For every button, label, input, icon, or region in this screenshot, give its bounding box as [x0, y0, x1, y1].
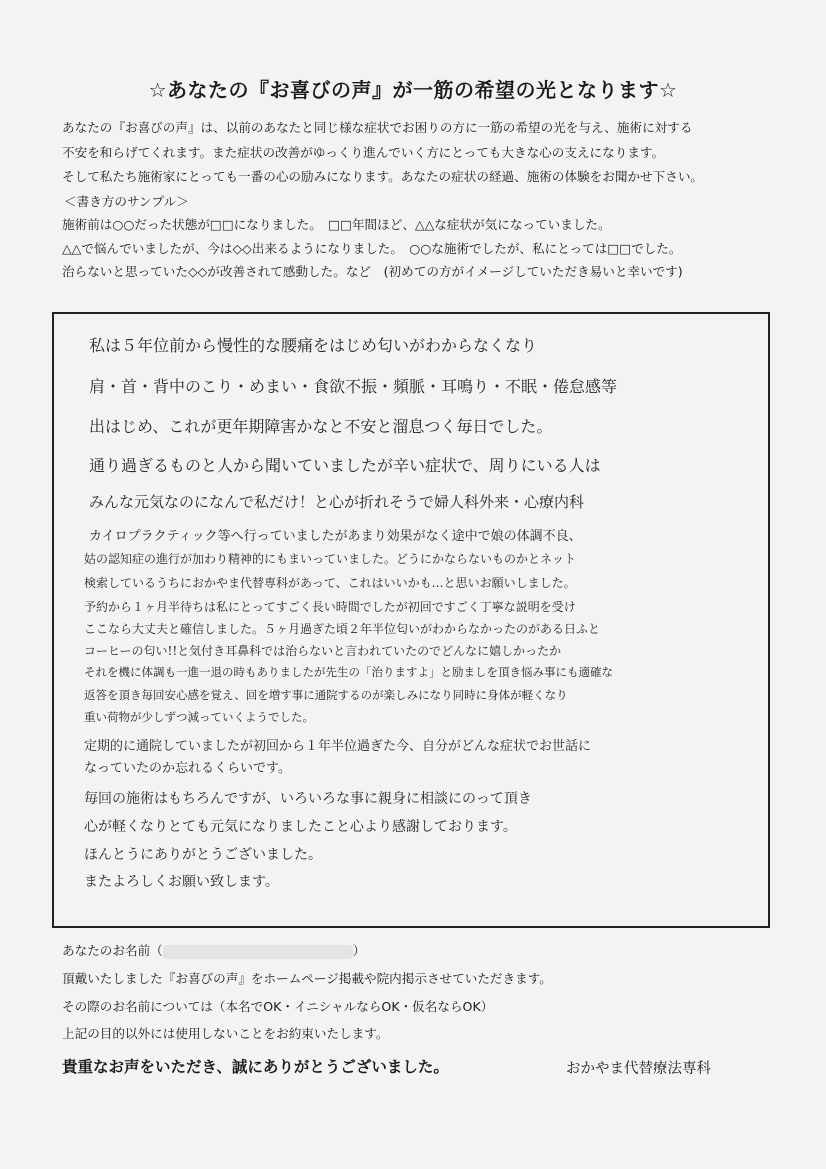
thanks-message: 貴重なお声をいただき、誠にありがとうございました。: [62, 1058, 449, 1076]
intro-section: [62, 116, 782, 284]
handwritten-line: 定期的に通院していましたが初回から１年半位過ぎた今、自分がどんな症状でお世話に: [84, 739, 592, 754]
clinic-name: おかやま代替療法専科: [566, 1061, 711, 1077]
handwritten-line: 毎回の施術はもちろんですが、いろいろな事に親身に相談にのって頂き: [84, 791, 532, 807]
intro-line: あなたの『お喜びの声』は、以前のあなたと同じ様な症状でお困りの方に一筋の希望の光を与え、施術に対する: [62, 120, 693, 135]
form-title: ☆あなたの『お喜びの声』が一筋の希望の光となります☆: [148, 78, 678, 102]
sample-line: △△で悩んでいましたが、今は◇◇出来るようになりました。 ○○な施術でしたが、私にとっては□□でした。: [62, 240, 682, 256]
name-line: [62, 940, 365, 959]
testimonial-box: [52, 312, 770, 928]
handwritten-line: カイロプラクティック等へ行っていましたがあまり効果がなく途中で娘の体調不良、: [89, 529, 582, 544]
handwritten-line: 返答を頂き毎回安心感を覚え、回を増す事に通院するのが楽しみになり同時に身体が軽くなり: [84, 688, 568, 702]
handwritten-line: 出はじめ、これが更年期障害かなと不安と溜息つく毎日でした。: [89, 417, 553, 436]
name-options: その際のお名前については（本名でOK・イニシャルならOK・仮名ならOK）: [62, 999, 494, 1014]
handwritten-line: 検索しているうちにおかやま代替専科があって、これはいいかも…と思いお願いしました。: [84, 576, 576, 590]
handwritten-line: 通り過ぎるものと人から聞いていましたが辛い症状で、周りにいる人は: [89, 456, 601, 475]
handwritten-line: それを機に体調も一進一退の時もありましたが先生の「治りますよ」と励ましを頂き悩み事にも適確な: [84, 665, 613, 679]
handwritten-line: ここなら大丈夫と確信しました。５ヶ月過ぎた頃２年半位匂いがわからなかったのがある日ふと: [84, 622, 601, 636]
sample-line: 施術前は○○だった状態が□□になりました。 □□年間ほど、△△な症状が気になっていました。: [62, 217, 611, 232]
publish-notice: 頂戴いたしました『お喜びの声』をホームページ掲載や院内掲示させていただきます。: [62, 971, 552, 986]
handwritten-line: 予約から１ヶ月半待ちは私にとってすごく長い時間でしたが初回ですごく丁寧な説明を受け: [84, 600, 576, 614]
privacy-notice: 上記の目的以外には使用しないことをお約束いたします。: [62, 1026, 389, 1041]
handwritten-line: 重い荷物が少しずつ減っていくようでした。: [84, 710, 314, 724]
handwritten-line: 心が軽くなりとても元気になりましたこと心より感謝しております。: [84, 819, 517, 835]
handwritten-line: 私は５年位前から慢性的な腰痛をはじめ匂いがわからなくなり: [89, 336, 538, 355]
name-field-redacted: [163, 945, 353, 959]
sample-line: 治らないと思っていた◇◇が改善されて感動した。など (初めての方がイメージしていただき易いと幸いです): [62, 264, 683, 279]
handwritten-line: ほんとうにありがとうございました。: [84, 847, 322, 863]
handwritten-line: 肩・首・背中のこり・めまい・食欲不振・頻脈・耳鳴り・不眠・倦怠感等: [89, 377, 618, 396]
handwritten-line: 姑の認知症の進行が加わり精神的にもまいっていました。どうにかならないものかとネット: [84, 552, 577, 566]
name-label: あなたのお名前（: [62, 943, 163, 958]
handwritten-line: コーヒーの匂い!!と気付き耳鼻科では治らないと言われていたのでどんなに嬉しかったか: [84, 644, 562, 658]
name-label-close: ）: [352, 943, 366, 958]
handwritten-line: なっていたのか忘れるくらいです。: [84, 761, 291, 776]
intro-line: 不安を和らげてくれます。また症状の改善がゆっくり進んでいく方にとっても大きな心の支えになります。: [62, 144, 665, 160]
handwritten-line: またよろしくお願い致します。: [84, 874, 279, 890]
sample-heading: ＜書き方のサンプル＞: [64, 193, 189, 209]
handwritten-line: みんな元気なのになんで私だけ！と心が折れそうで婦人科外来・心療内科: [89, 493, 585, 511]
intro-line: そして私たち施術家にとっても一番の心の励みになります。あなたの症状の経過、施術の体験をお聞かせ下さい。: [62, 169, 704, 184]
